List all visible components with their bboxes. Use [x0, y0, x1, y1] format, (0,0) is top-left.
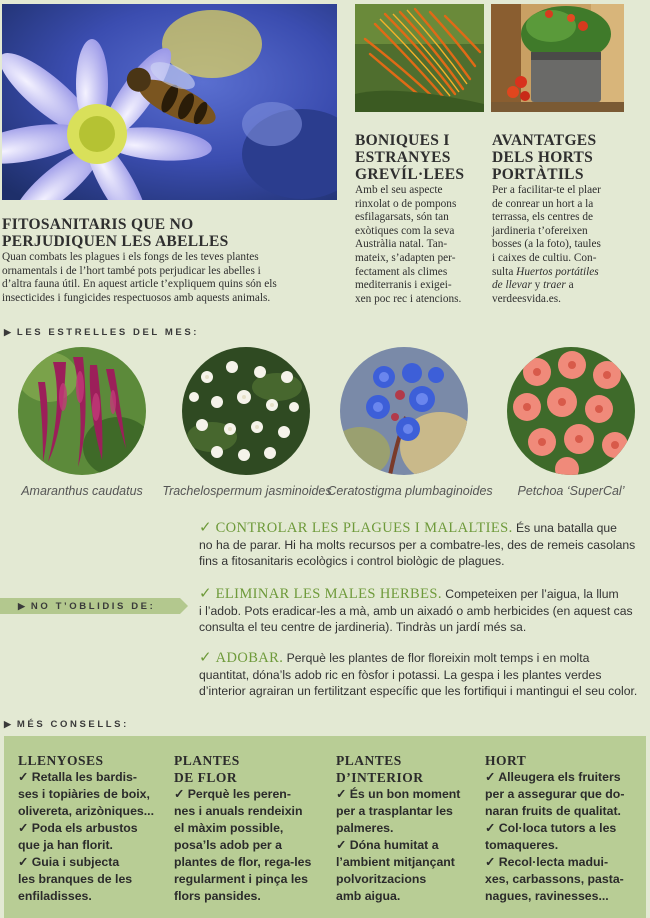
grevillees-title-line: BONIQUES I [355, 132, 450, 149]
grevillees-body-line: fectament als climes [355, 265, 448, 278]
column-line: tomaqueres. [485, 838, 559, 852]
horts-body-line: Per a facilitar-te el plaer [492, 184, 601, 196]
horts-body-line: bosses (a la foto), taules [492, 238, 601, 251]
plant-caption: Ceratostigma plumbaginoides [327, 484, 493, 498]
column-line: flors pansides. [174, 889, 261, 903]
column-line: ✓ Guia i subjecta [18, 855, 120, 869]
column-line: el màxim possible, [174, 821, 284, 835]
bee-flower-photo [2, 4, 337, 200]
horts-body-line: terrassa, els centres de [492, 211, 593, 224]
main-article-body-line: Quan combats les plagues i els fongs de les teves plantes [2, 251, 259, 263]
main-article-body-line: d’altra fauna útil. En aquest article t’expliquem quins són els [2, 278, 277, 290]
column-line: ✓ Perquè les peren- [174, 787, 291, 801]
column-heading: D’INTERIOR [336, 770, 424, 785]
column-line: les branques de les [18, 872, 133, 886]
column-indoor [336, 752, 460, 905]
tip-weeds [199, 586, 644, 636]
tip-pests [199, 520, 644, 570]
grevillees-body-line: rinxolat o de pompons [355, 197, 457, 210]
column-line: nes i anuals rendeixin [174, 804, 303, 818]
horts-consulta: sulta [492, 265, 514, 278]
tip-text: Perquè les plantes de flor floreixin molt temps i en molta [283, 651, 590, 665]
tip-text: Competeixen per l’aigua, la llum [441, 587, 619, 601]
tip-text: d’interior agrairan un fertilitzant específic que les fortifiqui i mantingui el seu color. [199, 684, 638, 698]
stars-label-text: LES ESTRELLES DEL MES: [16, 327, 200, 338]
column-line: ✓ És un bon moment [336, 787, 461, 801]
tip-text: fins a fitosanitaris ecològics i control biològic de plagues. [199, 554, 505, 568]
plant-caption: Amaranthus caudatus [21, 484, 143, 498]
tip-text: És una batalla que [512, 521, 617, 535]
horts-y: y [531, 279, 544, 292]
grevillees-title-line: ESTRANYES [355, 149, 451, 166]
grevillees-body-line: mediterranis i exigei- [355, 279, 452, 292]
column-line: naran fruits de qualitat. [485, 804, 621, 818]
tip-title: ADOBAR. [215, 650, 284, 666]
column-line: plantes de flor, rega-les [174, 855, 312, 869]
column-line: ✓ Retalla les bardis- [18, 770, 137, 784]
horts-body-line: jardineria t’ofereixen [492, 224, 588, 237]
column-line: regularment i pinça les [174, 872, 308, 886]
horts-body-line [492, 266, 601, 280]
triangle-bullet-icon: ▶ [4, 327, 11, 337]
grevillees-title-line: GREVÍL·LEES [355, 166, 465, 183]
tip-title: CONTROLAR LES PLAGUES I MALALTIES. [215, 520, 513, 536]
portable-garden-photo [491, 4, 624, 112]
column-line: per a assegurar que do- [485, 787, 625, 801]
main-article-body-line: ornamentals i de l’hort també pots perjudicar les abelles i [2, 264, 261, 277]
grevillees-body-line: mateix, s’adapten per- [355, 251, 456, 264]
main-article-title [2, 216, 229, 250]
column-line: l’ambient mitjançant [336, 855, 455, 869]
main-article-body-line: insecticides i fungicides respectuosos amb aquests animals. [2, 291, 271, 304]
horts-body-line: i caixes de cultiu. Con- [492, 251, 597, 264]
ceratostigma-photo [340, 347, 468, 475]
column-heading: LLENYOSES [18, 753, 104, 768]
column-woody [18, 752, 154, 905]
tip-title: ELIMINAR LES MALES HERBES. [215, 586, 442, 602]
horts-body-line [492, 279, 601, 293]
remember-section-label [18, 601, 155, 612]
trachelospermum-photo [182, 347, 310, 475]
grevillea-photo [355, 4, 484, 112]
horts-body [492, 184, 601, 306]
grevillees-body-line: Austràlia natal. Tan- [355, 238, 448, 251]
column-line: enfiladisses. [18, 889, 92, 903]
grevillees-title [355, 132, 464, 183]
horts-title-line: DELS HORTS [492, 149, 594, 166]
plant-caption: Petchoa ‘SuperCal’ [517, 484, 625, 498]
column-line: amb aigua. [336, 889, 401, 903]
column-line: ✓ Alleugera els fruiters [485, 770, 621, 784]
horts-title-line: AVANTATGES [492, 132, 597, 149]
column-heading: DE FLOR [174, 770, 238, 785]
amaranthus-photo [18, 347, 146, 475]
column-line: ses i topiàries de boix, [18, 787, 150, 801]
tip-text: consulta el teu centre de jardineria). Tindràs un jardí més sa. [199, 620, 527, 634]
tip-fertilize [199, 650, 644, 700]
more-label-text: MÉS CONSELLS: [16, 719, 129, 730]
column-line: xes, carbassons, pasta- [485, 872, 624, 886]
plant-caption: Trachelospermum jasminoides [162, 484, 332, 498]
column-line: que ja han florit. [18, 838, 113, 852]
more-section-label [4, 719, 129, 730]
horts-title [492, 132, 596, 183]
horts-a: a [565, 279, 574, 292]
column-line: ✓ Poda els arbustos [18, 821, 138, 835]
checkmark-icon: ✓ [199, 519, 212, 536]
stars-section-label [4, 327, 199, 338]
grevillees-body [355, 184, 461, 306]
column-line: ✓ Dóna humitat a [336, 838, 439, 852]
column-flowers [174, 752, 311, 905]
column-line: ✓ Col·loca tutors a les [485, 821, 617, 835]
horts-book-title-3: traer [543, 279, 566, 292]
column-line: nagues, ravinesses... [485, 889, 609, 903]
column-heading: PLANTES [336, 753, 402, 768]
column-line: per a trasplantar les [336, 804, 453, 818]
column-vegetable-garden [485, 752, 624, 905]
column-line: olivereta, arizòniques... [18, 804, 154, 818]
column-line: posa’ls adob per a [174, 838, 282, 852]
checkmark-icon: ✓ [199, 649, 212, 666]
tip-text: quantitat, dóna’ls adob ric en fòsfor i potassi. La gespa i les plantes verdes [199, 667, 602, 682]
column-heading: HORT [485, 753, 527, 768]
tip-text: no ha de parar. Hi ha molts recursos per a combatre-les, des de remeis casolans [199, 537, 636, 552]
column-line: polvoritzacions [336, 872, 427, 886]
remember-label-text: NO T’OBLIDIS DE: [30, 601, 156, 612]
column-heading: PLANTES [174, 753, 240, 768]
petchoa-photo [507, 347, 635, 475]
checkmark-icon: ✓ [199, 585, 212, 602]
horts-book-title-2: de llevar [492, 279, 532, 292]
remember-banner-tip [180, 598, 188, 614]
horts-book-title: Huertos portátiles [516, 265, 599, 278]
horts-web-link[interactable]: verdeesvida.es. [492, 292, 562, 305]
tip-text: i l’adob. Pots eradicar-les a mà, amb un aixadó o amb herbicides (en aquest cas [199, 603, 633, 618]
grevillees-body-line: esfilagarsats, són tan [355, 211, 449, 224]
main-article-title-line1: FITOSANITARIS QUE NO [2, 216, 194, 233]
horts-body-line: de conrear un hort a la [492, 197, 594, 210]
grevillees-body-line: exòtiques com la seva [355, 224, 455, 237]
column-line: palmeres. [336, 821, 394, 835]
triangle-bullet-icon: ▶ [4, 719, 11, 729]
grevillees-body-line: Amb el seu aspecte [355, 184, 443, 196]
column-line: ✓ Recol·lecta madui- [485, 855, 609, 869]
main-article-body [2, 251, 277, 305]
horts-title-line: PORTÀTILS [492, 166, 584, 183]
triangle-bullet-icon: ▶ [18, 601, 25, 611]
main-article-title-line2: PERJUDIQUEN LES ABELLES [2, 233, 229, 250]
grevillees-body-line: xen poc rec i atencions. [355, 292, 462, 305]
